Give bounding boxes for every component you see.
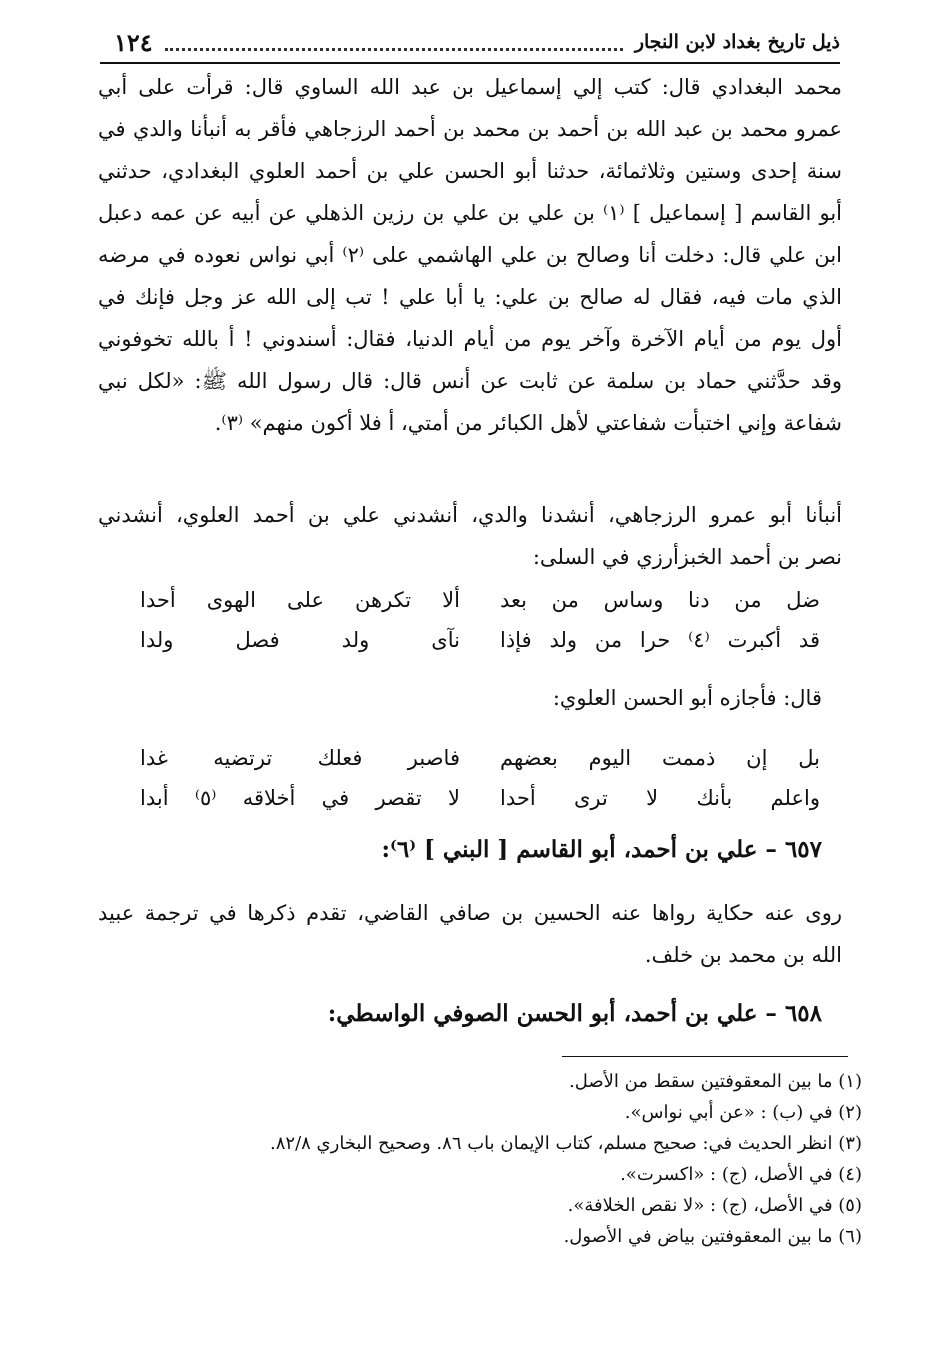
verse-second-hemistich: لا تقصر في أخلاقه ⁽٥⁾ أبدا xyxy=(140,786,460,810)
text-line: شفاعة وإني اختبأت شفاعتي لأهل الكبائر من أمتي، أ فلا أكون منهم» ⁽٣⁾. xyxy=(214,411,842,435)
entry-heading-658: ٦٥٨ – علي بن أحمد، أبو الحسن الصوفي الواسطي: xyxy=(327,1000,822,1027)
narrator-line: قال: فأجازه أبو الحسن العلوي: xyxy=(552,686,822,710)
text-line: روى عنه حكاية رواها عنه الحسين بن صافي القاضي، تقدم ذكرها في ترجمة عبيد xyxy=(98,901,842,925)
poem-verse xyxy=(140,580,820,620)
running-title: ذيل تاريخ بغداد لابن النجار xyxy=(634,31,840,53)
text-line: محمد البغدادي قال: كتب إلي إسماعيل بن عبد الله الساوي قال: قرأت على أبي xyxy=(98,75,842,99)
verse-first-hemistich: بل إن ذممت اليوم بعضهم xyxy=(500,746,820,770)
text-line: ابن علي قال: دخلت أنا وصالح بن علي الهاشمي على ⁽٢⁾ أبي نواس نعوده في مرضه xyxy=(98,243,842,267)
verse-first-hemistich: واعلم بأنك لا ترى أحدا xyxy=(500,786,820,810)
verse-first-hemistich: قد أكبرت ⁽٤⁾ حرا من ولد فإذا xyxy=(500,628,820,652)
footnote: (١) ما بين المعقوفتين سقط من الأصل. xyxy=(569,1071,862,1092)
poem-verse xyxy=(140,620,820,660)
paragraph-1 xyxy=(98,66,842,444)
verse-first-hemistich: ضل من دنا وساس من بعد xyxy=(500,588,820,612)
text-line: نصر بن أحمد الخبزأرزي في السلى: xyxy=(532,545,842,569)
footnote: (٤) في الأصل، (ج) : «اكسرت». xyxy=(620,1164,862,1185)
verse-second-hemistich: فاصبر فعلك ترتضيه غدا xyxy=(140,746,460,770)
verse-second-hemistich: نآى ولد فصل ولدا xyxy=(140,628,460,652)
text-line: وقد حدَّثني حماد بن سلمة عن ثابت عن أنس قال: قال رسول الله ﷺ: «لكل نبي xyxy=(98,369,842,393)
paragraph-3 xyxy=(98,892,842,976)
poem-verse xyxy=(140,738,820,778)
entry-heading-657: ٦٥٧ – علي بن أحمد، أبو القاسم [ البني ] ⁽٦⁾: xyxy=(381,836,822,863)
footnote: (٥) في الأصل، (ج) : «لا نقص الخلافة». xyxy=(567,1195,862,1216)
poem-2 xyxy=(140,738,820,818)
text-line: عمرو محمد بن عبد الله بن أحمد بن محمد بن أحمد الرزجاهي فأقر به أنبأنا والدي في xyxy=(98,117,842,141)
footnote: (٢) في (ب) : «عن أبي نواس». xyxy=(624,1102,862,1123)
header-dot-leader xyxy=(165,34,623,51)
footnotes xyxy=(100,1066,862,1252)
page-number: ١٢٤ xyxy=(114,27,153,57)
poem-verse xyxy=(140,778,820,818)
text-line: الله بن محمد بن خلف. xyxy=(644,943,842,967)
page-header xyxy=(100,22,840,64)
footnote: (٦) ما بين المعقوفتين بياض في الأصول. xyxy=(563,1226,862,1247)
text-line: أول يوم من أيام الآخرة وآخر يوم من أيام الدنيا، فقال: أسندوني ! أ بالله تخوفوني xyxy=(98,327,842,351)
poem-1 xyxy=(140,580,820,660)
footnote: (٣) انظر الحديث في: صحيح مسلم، كتاب الإيمان باب ٨٦. وصحيح البخاري ٨٢/٨. xyxy=(270,1133,862,1154)
text-line: أبو القاسم [ إسماعيل ] ⁽١⁾ بن علي بن علي بن رزين الذهلي عن أبيه عن عمه دعبل xyxy=(98,201,843,225)
text-line: سنة إحدى وستين وثلاثمائة، حدثنا أبو الحسن علي بن أحمد العلوي البغدادي، حدثني xyxy=(98,159,842,183)
paragraph-2 xyxy=(98,494,842,578)
verse-second-hemistich: ألا تكرهن على الهوى أحدا xyxy=(140,588,460,612)
footnote-separator xyxy=(562,1056,848,1057)
text-line: الذي مات فيه، فقال له صالح بن علي: يا أبا علي ! تب إلى الله عز وجل فإنك في xyxy=(98,285,842,309)
text-line: أنبأنا أبو عمرو الرزجاهي، أنشدنا والدي، أنشدني علي بن أحمد العلوي، أنشدني xyxy=(98,503,842,527)
